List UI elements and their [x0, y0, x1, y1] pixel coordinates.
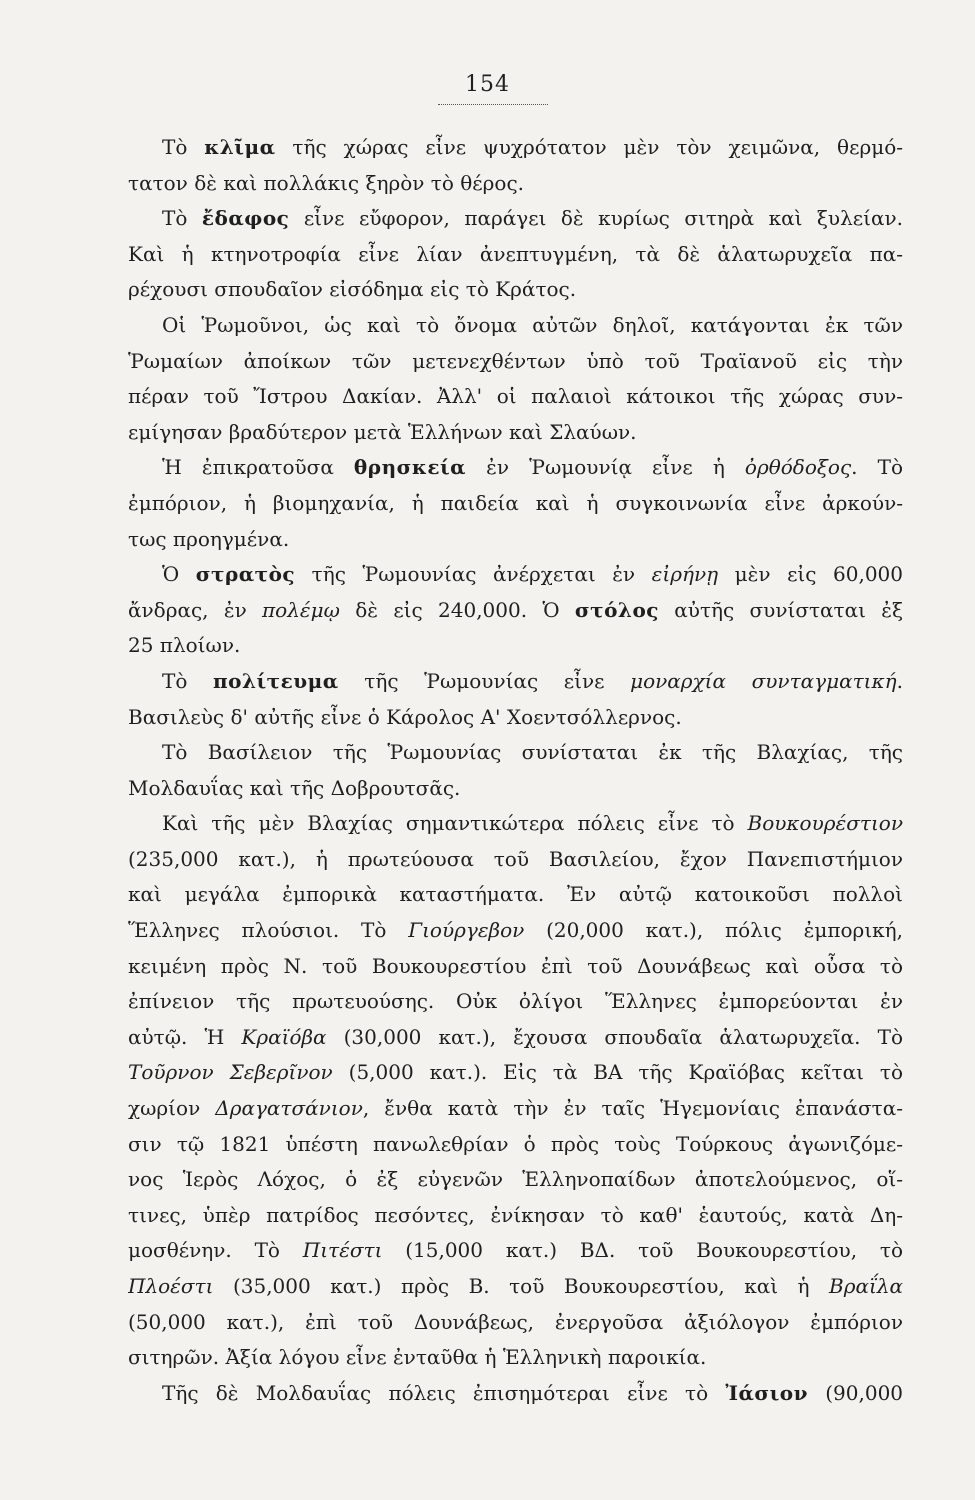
- text-line: [128, 486, 903, 522]
- text-line: [128, 522, 903, 558]
- keyword-heading: πολίτευμα: [212, 668, 339, 693]
- italic-term: Γιούργεβον: [408, 918, 525, 943]
- text-line: [128, 1269, 903, 1305]
- text-segment: καὶ μεγάλα ἐμπορικὰ καταστήματα. Ἐν αὐτῷ κατοικοῦσι πολλοὶ: [128, 882, 903, 907]
- text-segment: Ὁ: [162, 562, 196, 587]
- italic-term: μοναρχία συνταγματική: [630, 668, 897, 693]
- text-line: [128, 450, 903, 486]
- text-line: [128, 1305, 903, 1341]
- page-number-rule: [438, 104, 548, 105]
- keyword-heading: στρατὸς: [195, 562, 296, 587]
- text-segment: αὐτῷ. Ἡ: [128, 1024, 242, 1049]
- text-segment: Τὸ: [162, 135, 205, 159]
- text-line: [128, 1020, 903, 1056]
- text-line: [128, 806, 903, 842]
- text-line: [128, 1162, 903, 1198]
- text-segment: τῆς Ῥωμουνίας ἀνέρχεται ἐν: [295, 562, 652, 587]
- text-segment: , ἔνθα κατὰ τὴν ἐν ταῖς Ἡγεμονίαις ἐπανάστα-: [362, 1096, 903, 1121]
- text-segment: αὐτῆς συνίσταται ἐξ: [658, 597, 903, 622]
- text-segment: εἶνε εὔφορον, παράγει δὲ κυρίως σιτηρὰ καὶ ξυλείαν.: [289, 206, 903, 231]
- text-line: [128, 877, 903, 913]
- text-line: [128, 1198, 903, 1234]
- italic-term: Βουκουρέστιον: [747, 811, 903, 836]
- text-line: [128, 344, 903, 380]
- keyword-heading: θρησκεία: [353, 455, 467, 480]
- text-line: [128, 1055, 903, 1091]
- text-segment: Καὶ τῆς μὲν Βλαχίας σημαντικώτερα πόλεις εἶνε τὸ: [162, 811, 748, 836]
- italic-term: Τοῦρνον Σεβερῖνον: [128, 1060, 333, 1085]
- italic-term: Βραΐλα: [829, 1274, 903, 1298]
- text-line: [128, 1376, 903, 1412]
- italic-term: πολέμῳ: [262, 597, 340, 622]
- text-segment: (50,000 κατ.), ἐπὶ τοῦ Δουνάβεως, ἐνεργοῦσα ἀξιόλογον ἐμπόριον: [128, 1309, 903, 1334]
- text-line: [128, 379, 903, 415]
- text-segment: Βασιλεὺς δ' αὐτῆς εἶνε ὁ Κάρολος Α' Χοεντσόλλερνος.: [128, 704, 682, 729]
- text-segment: (30,000 κατ.), ἔχουσα σπουδαῖα ἁλατωρυχεῖα. Τὸ: [326, 1024, 903, 1049]
- keyword-heading: στόλος: [574, 597, 659, 622]
- text-segment: Ῥωμαίων ἀποίκων τῶν μετενεχθέντων ὑπὸ τοῦ Τραϊανοῦ εἰς τὴν: [128, 348, 903, 373]
- text-segment: κειμένη πρὸς Ν. τοῦ Βουκουρεστίου ἐπὶ τοῦ Δουνάβεως καὶ οὖσα τὸ: [128, 953, 903, 978]
- text-line: [128, 949, 903, 985]
- italic-term: ὀρθόδοξος: [744, 455, 852, 480]
- text-segment: τῆς Ῥωμουνίας εἶνε: [338, 668, 631, 693]
- text-line: [128, 1233, 903, 1269]
- text-line: [128, 984, 903, 1020]
- text-segment: Τὸ Βασίλειον τῆς Ῥωμουνίας συνίσταται ἐκ τῆς Βλαχίας, τῆς: [162, 740, 903, 765]
- text-line: [128, 771, 903, 807]
- keyword-heading: κλῖμα: [204, 135, 276, 159]
- text-segment: χωρίον: [128, 1096, 216, 1121]
- keyword-heading: Ἰάσιον: [725, 1380, 808, 1405]
- text-segment: τῆς χώρας εἶνε ψυχρότατον μὲν τὸν χειμῶνα, θερμό-: [275, 135, 903, 159]
- text-line: [128, 308, 903, 344]
- text-segment: Ἡ ἐπικρατοῦσα: [162, 455, 354, 480]
- text-segment: Τῆς δὲ Μολδαυΐας πόλεις ἐπισημότεραι εἶνε τὸ: [162, 1380, 726, 1405]
- text-line: [128, 1127, 903, 1163]
- text-line: [128, 735, 903, 771]
- italic-term: Δραγατσάνιον: [215, 1096, 363, 1121]
- text-segment: ἐπίνειον τῆς πρωτευούσης. Οὐκ ὀλίγοι Ἕλληνες ἐμπορεύονται ἐν: [128, 989, 903, 1014]
- text-line: [128, 1091, 903, 1127]
- italic-term: Πλοέστι: [128, 1274, 214, 1298]
- text-segment: δὲ εἰς 240,000. Ὁ: [339, 597, 575, 622]
- text-segment: (35,000 κατ.) πρὸς Β. τοῦ Βουκουρεστίου, καὶ ἡ: [213, 1274, 830, 1298]
- text-line: [128, 130, 903, 166]
- body-text: [128, 130, 903, 1411]
- text-line: [128, 201, 903, 237]
- text-segment: (15,000 κατ.) ΒΔ. τοῦ Βουκουρεστίου, τὸ: [382, 1238, 903, 1263]
- text-segment: (90,000: [808, 1380, 903, 1405]
- text-segment: Οἱ Ῥωμοῦνοι, ὡς καὶ τὸ ὄνομα αὐτῶν δηλοῖ, κατάγονται ἐκ τῶν: [162, 312, 903, 337]
- text-segment: (20,000 κατ.), πόλις ἐμπορική,: [524, 918, 903, 943]
- italic-term: εἰρήνῃ: [651, 562, 719, 587]
- text-line: [128, 842, 903, 878]
- text-segment: τατον δὲ καὶ πολλάκις ξηρὸν τὸ θέρος.: [128, 170, 525, 195]
- text-line: [128, 557, 903, 593]
- page-number: 154: [465, 72, 510, 97]
- text-line: [128, 700, 903, 736]
- text-segment: Τὸ: [162, 206, 202, 231]
- text-segment: νος Ἱερὸς Λόχος, ὁ ἐξ εὐγενῶν Ἑλληνοπαίδων ἀποτελούμενος, οἵ-: [128, 1167, 903, 1192]
- text-segment: (5,000 κατ.). Εἰς τὰ ΒΑ τῆς Κραϊόβας κεῖται τὸ: [332, 1060, 903, 1085]
- text-segment: Τὸ: [162, 668, 213, 693]
- text-line: [128, 415, 903, 451]
- text-segment: πέραν τοῦ Ἴστρου Δακίαν. Ἀλλ' οἱ παλαιοὶ κάτοικοι τῆς χώρας συν-: [128, 384, 903, 409]
- text-line: [128, 664, 903, 700]
- text-segment: σιν τῷ 1821 ὑπέστη πανωλεθρίαν ὁ πρὸς τοὺς Τούρκους ἀγωνιζόμε-: [128, 1131, 903, 1156]
- text-segment: (235,000 κατ.), ἡ πρωτεύουσα τοῦ Βασιλείου, ἔχον Πανεπιστήμιον: [128, 846, 903, 871]
- text-segment: σιτηρῶν. Ἀξία λόγου εἶνε ἐνταῦθα ἡ Ἑλληνικὴ παροικία.: [128, 1345, 707, 1370]
- text-segment: ρέχουσι σπουδαῖον εἰσόδημα εἰς τὸ Κράτος.: [128, 277, 577, 302]
- text-line: [128, 593, 903, 629]
- text-segment: . Τὸ: [851, 455, 903, 480]
- text-line: [128, 1340, 903, 1376]
- text-segment: ἐμπόριον, ἡ βιομηχανία, ἡ παιδεία καὶ ἡ συγκοινωνία εἶνε ἀρκούν-: [128, 490, 903, 515]
- text-segment: Μολδαυΐας καὶ τῆς Δοβρουτσᾶς.: [128, 775, 461, 800]
- text-line: [128, 272, 903, 308]
- text-line: [128, 166, 903, 202]
- text-segment: Καὶ ἡ κτηνοτροφία εἶνε λίαν ἀνεπτυγμένη, τὰ δὲ ἁλατωρυχεῖα πα-: [128, 241, 903, 266]
- text-line: [128, 237, 903, 273]
- text-segment: εμίγησαν βραδύτερον μετὰ Ἑλλήνων καὶ Σλαύων.: [128, 419, 637, 444]
- text-line: [128, 628, 903, 664]
- text-segment: Ἕλληνες πλούσιοι. Τὸ: [128, 918, 409, 943]
- text-segment: ἐν Ῥωμουνίᾳ εἶνε ἡ: [466, 455, 745, 480]
- text-segment: μὲν εἰς 60,000: [718, 562, 903, 587]
- text-segment: τινες, ὑπὲρ πατρίδος πεσόντες, ἐνίκησαν τὸ καθ' ἑαυτούς, κατὰ Δη-: [128, 1202, 903, 1227]
- text-segment: ἄνδρας, ἐν: [128, 597, 263, 622]
- italic-term: Κραϊόβα: [241, 1024, 327, 1049]
- text-segment: τως προηγμένα.: [128, 526, 290, 551]
- text-segment: 25 πλοίων.: [128, 633, 241, 658]
- text-line: [128, 913, 903, 949]
- text-segment: μοσθένην. Τὸ: [128, 1238, 303, 1263]
- italic-term: Πιτέστι: [302, 1238, 383, 1263]
- text-segment: .: [896, 668, 903, 693]
- keyword-heading: ἔδαφος: [201, 206, 290, 231]
